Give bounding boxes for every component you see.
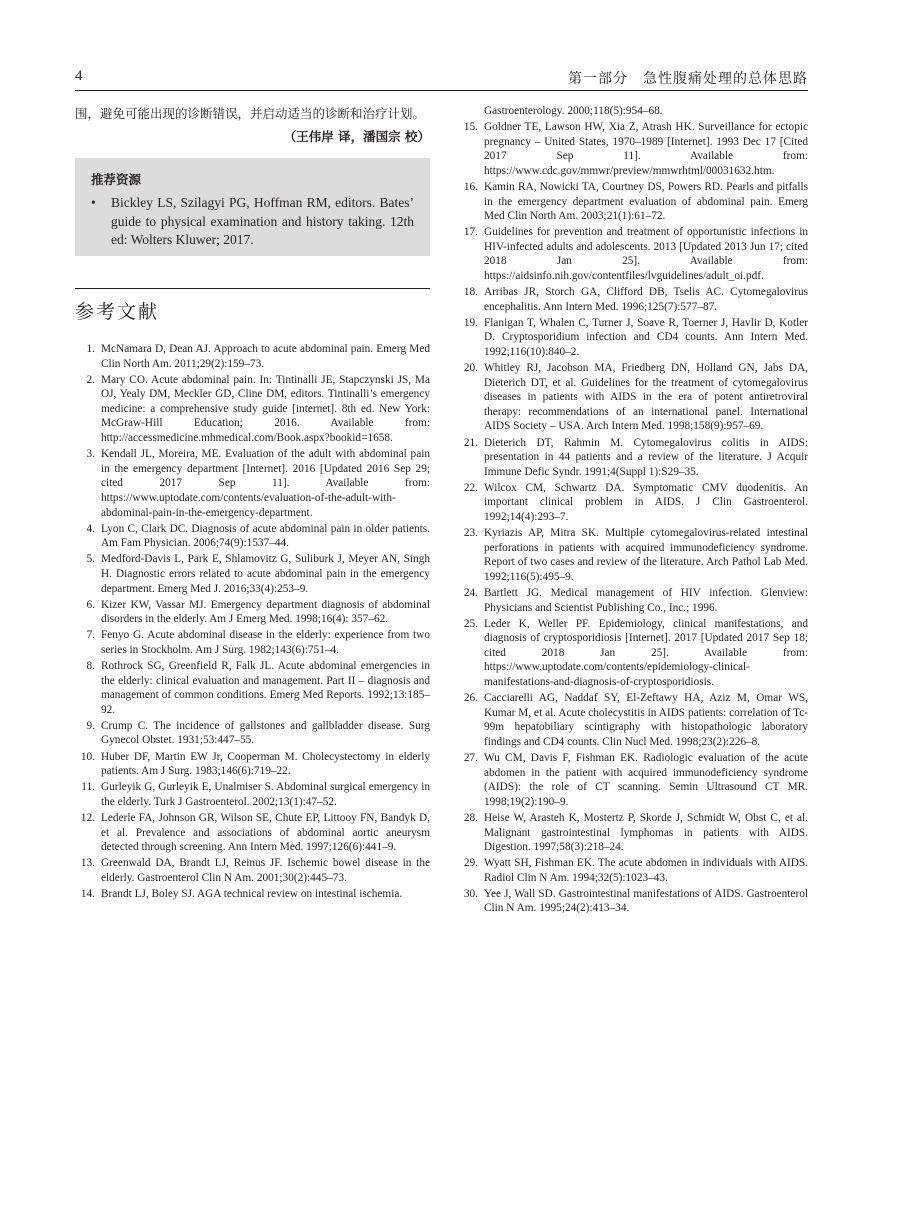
reference-text: Greenwald DA, Brandt LJ, Reinus JF. Ischemic bowel disease in the elderly. Gastroenterol Clin N Am. 2001;30(2):445–73. (101, 857, 430, 884)
reference-text: Cacciarelli AG, Naddaf SY, El-Zeftawy HA, Aziz M, Omar WS, Kumar M, et al. Acute cholecystitis in AIDS patients: correlation of Tc-99m hepatobiliary scintigraphy with histopathologic laboratory findings and CD4 counts. Clin Nucl Med. 1998;23(2):226–8. (484, 692, 808, 748)
left-column (75, 104, 430, 903)
reference-item (75, 780, 430, 809)
resource-text: Bickley LS, Szilagyi PG, Hoffman RM, editors. Bates’ guide to physical examination and history taking. 12th ed: Wolters Kluwer; 2017. (111, 195, 414, 247)
reference-text: Medford-Davis L, Park E, Shlamovitz G, Suliburk J, Meyer AN, Singh H. Diagnostic errors related to acute abdominal pain in the emergency department. Emerg Med J. 2016;33(4):253–9. (101, 553, 430, 595)
references-list-left (75, 342, 430, 901)
reference-item (75, 552, 430, 596)
reference-number: 16. (463, 180, 478, 193)
reference-item (458, 751, 808, 809)
reference-item (75, 522, 430, 551)
reference-item (458, 856, 808, 885)
page-number: 4 (75, 68, 83, 84)
reference-item (458, 481, 808, 525)
reference-item (75, 342, 430, 371)
reference-text: Gastroenterology. 2000;118(5):954–68. (484, 105, 663, 117)
reference-item (75, 598, 430, 627)
reference-number: 13. (80, 857, 95, 870)
reference-text: Wu CM, Davis F, Fishman EK. Radiologic evaluation of the acute abdomen in the patient with acquired immunodeficiency syndrome (AIDS): the role of CT scanning. Semin Ultrasound CT MR. 1998;19(2):190–9. (484, 752, 808, 808)
reference-item (75, 628, 430, 657)
reference-text: Arribas JR, Storch GA, Clifford DB, Tselis AC. Cytomegalovirus encephalitis. Ann Intern Med. 1996;125(7):577–87. (484, 286, 808, 313)
reference-item (458, 586, 808, 615)
reference-item (458, 285, 808, 314)
reference-text: Fenyo G. Acute abdominal disease in the elderly: experience from two series in Stockholm. Am J Surg. 1982;143(6):751–4. (101, 629, 430, 656)
bullet-icon: • (91, 195, 96, 210)
reference-text: Brandt LJ, Boley SJ. AGA technical review on intestinal ischemia. (101, 887, 403, 900)
running-header-title: 第一部分 急性腹痛处理的总体思路 (568, 71, 808, 87)
reference-item (458, 120, 808, 178)
reference-number: 25. (463, 617, 478, 630)
section-rule (75, 288, 430, 289)
reference-number: 30. (463, 887, 478, 900)
reference-number (458, 104, 484, 119)
reference-text: Kendall JL, Moreira, ME. Evaluation of the adult with abdominal pain in the emergency department [Internet]. 2016 [Updated 2016 Sep 29; cited 2017 Sep 11]. Available from: https://www.uptodate.com/contents/evaluation-of-the-adult-with-abdominal-pain-in-the-emergency-department. (101, 448, 430, 519)
reference-text: Lyon C, Clark DC. Diagnosis of acute abdominal pain in older patients. Am Fam Physician. 2006;74(9):1537–44. (101, 522, 430, 550)
reference-item (458, 104, 808, 119)
reference-text: Guidelines for prevention and treatment of opportunistic infections in HIV-infected adults and adolescents. 2013 [Updated 2013 Jun 17; cited 2018 Jan 25]. Available from: https://aidsinfo.nih.gov/contentfiles/lvguidelines/adult_oi.pdf. (484, 226, 808, 283)
reference-number: 19. (463, 316, 478, 329)
reference-text: Heise W, Arasteh K, Mostertz P, Skorde J, Schmidt W, Obst C, et al. Malignant gastrointestinal lymphomas in patients with AIDS. Digestion. 1997;58(3):218–24. (484, 811, 808, 854)
reference-text: Kamin RA, Nowicki TA, Courtney DS, Powers RD. Pearls and pitfalls in the emergency department evaluation of abdominal pain. Emerg Med Clin North Am. 2003;21(1):61–72. (484, 180, 808, 223)
reference-item (458, 887, 808, 916)
reference-item (458, 225, 808, 283)
reference-text: Flanigan T, Whalen C, Turner J, Soave R, Toerner J, Havlir D, Kotler D. Cryptosporidium infection and CD4 counts. Ann Intern Med. 1992;116(10):840–2. (484, 316, 808, 358)
reference-item (75, 887, 430, 902)
reference-number: 24. (463, 587, 478, 599)
reference-number: 6. (86, 598, 95, 611)
reference-item (458, 436, 808, 480)
reference-item (75, 659, 430, 717)
reference-text: Kizer KW, Vassar MJ. Emergency department diagnosis of abdominal disorders in the elderly. Am J Emerg Med. 1998;16(4): 357–62. (101, 598, 430, 626)
reference-text: Kyriazis AP, Mitra SK. Multiple cytomegalovirus-related intestinal perforations in patients with acquired immunodeficiency syndrome. Report of two cases and review of the literature. Arch Pathol Lab Med. 1992;116(5):495–9. (484, 527, 808, 583)
reference-item (75, 856, 430, 885)
reference-number: 10. (80, 750, 95, 763)
references-list-right (458, 104, 808, 916)
reference-number: 15. (463, 121, 478, 134)
reference-text: Rothrock SG, Greenfield R, Falk JL. Acute abdominal emergencies in the elderly: clinical evaluation and management. Part II – diagnosis and management of common conditions. Emerg Med Reports. 1992;13:185–92. (101, 659, 430, 716)
reference-text: Gurleyik G, Gurleyik E, Unalmiser S. Abdominal surgical emergency in the elderly. Turk J Gastroenterol. 2002;13(1):47–52. (101, 781, 430, 808)
reference-number: 9. (86, 719, 95, 732)
reference-text: Crump C. The incidence of gallstones and gallbladder disease. Surg Gynecol Obstet. 1931;53:447–55. (101, 719, 430, 747)
reference-item (458, 316, 808, 360)
reference-item (458, 180, 808, 224)
reference-number: 7. (86, 629, 95, 642)
reference-number: 27. (463, 752, 478, 765)
recommended-resources-box (75, 158, 430, 256)
reference-item (75, 447, 430, 520)
intro-paragraph: 围，避免可能出现的诊断错误，并启动适当的诊断和治疗计划。 (75, 106, 426, 121)
resource-item (91, 194, 414, 250)
references-heading: 参考文献 (75, 301, 160, 323)
reference-item (75, 719, 430, 748)
reference-text: Whitley RJ, Jacobson MA, Friedberg DN, Holland GN, Jabs DA, Dieterich DT, et al. Guidelines for the treatment of cytomegalovirus diseases in patients with AIDS in the era of potent antiretroviral therapy: recommendations of an international panel. International AIDS Society – USA. Arch Intern Med. 1998;158(9):957–69. (484, 362, 808, 433)
reference-number: 2. (86, 373, 95, 386)
reference-number: 17. (463, 226, 478, 239)
reference-number: 4. (86, 522, 95, 535)
resources-title: 推荐资源 (91, 172, 142, 187)
reference-item (458, 526, 808, 584)
reference-text: Bartlett JG. Medical management of HIV infection. Glenview: Physicians and Scientist Publishing Co., Inc.; 1996. (484, 587, 808, 614)
reference-number: 8. (86, 659, 95, 672)
reference-number: 21. (463, 436, 478, 449)
reference-item (458, 691, 808, 749)
reference-text: Huber DF, Martin EW Jr, Cooperman M. Cholecystectomy in elderly patients. Am J Surg. 1983;146(6):719–22. (101, 750, 430, 778)
translator-credit: （王伟岸 译，潘国宗 校） (283, 129, 430, 144)
reference-number: 23. (463, 527, 478, 540)
reference-number: 14. (80, 887, 95, 900)
reference-number: 3. (86, 448, 95, 461)
reference-number: 22. (463, 481, 478, 494)
reference-text: Goldner TE, Lawson HW, Xia Z, Atrash HK. Surveillance for ectopic pregnancy – United States, 1970–1989 [Internet]. 1993 Dec 17 [Cited 2017 Sep 11]. Available from: https://www.cdc.gov/mmwr/preview/mmwrhtml/00031632.htm. (484, 121, 808, 177)
reference-text: Yee J, Wall SD. Gastrointestinal manifestations of AIDS. Gastroenterol Clin N Am. 1995;24(2):413–34. (484, 887, 808, 915)
reference-number: 29. (463, 857, 478, 870)
reference-number: 1. (86, 343, 95, 355)
header-rule (75, 90, 808, 91)
reference-text: Dieterich DT, Rahmin M. Cytomegalovirus colitis in AIDS: presentation in 44 patients and a review of the literature. J Acquir Immune Defic Syndr. 1991;4(Suppl 1):S29–35. (484, 436, 808, 478)
reference-number: 11. (81, 781, 95, 794)
reference-text: Leder K, Weller PF. Epidemiology, clinical manifestations, and diagnosis of cryptosporidiosis [Internet]. 2017 [Updated 2017 Sep 18; cited 2018 Jan 25]. Available from: https://www.uptodate.com/contents/epidemiology-clinical-manifestations-and-diagnosis-of-cryptosporidiosis. (484, 617, 808, 689)
right-column (458, 104, 808, 918)
reference-text: Lederle FA, Johnson GR, Wilson SE, Chute EP, Littooy FN, Bandyk D, et al. Prevalence and associations of abdominal aortic aneurysm detected through screening. Ann Intern Med. 1997;126(6):441–9. (101, 811, 430, 854)
reference-text: Mary CO. Acute abdominal pain. In: Tintinalli JE, Stapczynski JS, Ma OJ, Yealy DM, Meckler GD, Cline DM, editors. Tintinalli’s emergency medicine: a comprehensive study guide [internet]. 8th ed. New York: McGraw-Hill Education; 2016. Available from: http://accessmedicine.mhmedical.com/Book.aspx?bookid=1658. (101, 373, 430, 445)
reference-text: Wyatt SH, Fishman EK. The acute abdomen in individuals with AIDS. Radiol Clin N Am. 1994;32(5):1023–43. (484, 857, 808, 884)
reference-item (75, 373, 430, 446)
reference-text: McNamara D, Dean AJ. Approach to acute abdominal pain. Emerg Med Clin North Am. 2011;29(2):159–73. (101, 343, 430, 370)
reference-item (75, 811, 430, 855)
reference-item (458, 361, 808, 434)
reference-item (458, 617, 808, 690)
reference-number: 5. (86, 553, 95, 566)
reference-number: 26. (463, 692, 478, 705)
reference-number: 20. (463, 362, 478, 375)
reference-number: 28. (463, 811, 478, 824)
reference-item (75, 750, 430, 779)
reference-number: 12. (80, 811, 95, 824)
reference-text: Wilcox CM, Schwartz DA. Symptomatic CMV duodenitis. An important clinical problem in AIDS. J Clin Gastroenterol. 1992;14(4):293–7. (484, 481, 808, 524)
reference-number: 18. (463, 286, 478, 299)
reference-item (458, 811, 808, 855)
